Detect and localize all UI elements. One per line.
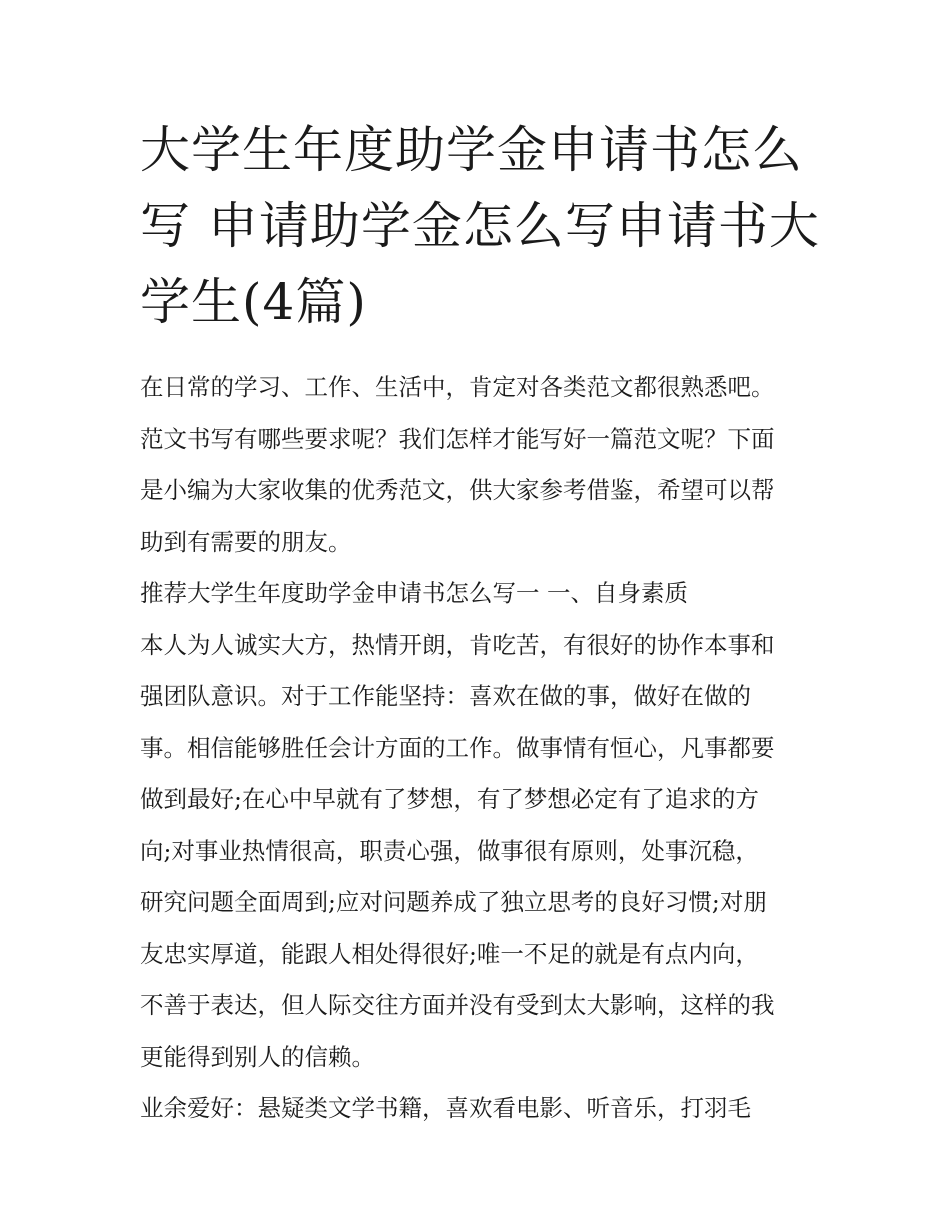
title-line: 写 申请助学金怎么写申请书大 — [140, 197, 820, 255]
hobbies-paragraph — [140, 1083, 820, 1135]
title-line: 大学生年度助学金申请书怎么 — [140, 121, 803, 179]
text-line: 在日常的学习、工作、生活中，肯定对各类范文都很熟悉吧。 — [140, 373, 775, 401]
document-page — [140, 112, 820, 1135]
self-quality-paragraph — [140, 620, 820, 1084]
text-line: 友忠实厚道，能跟人相处得很好;唯一不足的就是有点内向， — [140, 939, 759, 968]
text-line: 本人为人诚实大方，热情开朗，肯吃苦，有很好的协作本事和 — [140, 630, 775, 659]
text-line: 业余爱好：悬疑类文学书籍，喜欢看电影、听音乐，打羽毛 — [140, 1094, 751, 1122]
text-line: 更能得到别人的信赖。 — [140, 1042, 375, 1071]
text-line: 不善于表达，但人际交往方面并没有受到太大影响，这样的我 — [140, 991, 775, 1019]
text-line: 做到最好;在心中早就有了梦想，有了梦想必定有了追求的方 — [140, 785, 759, 813]
text-line: 强团队意识。对于工作能坚持：喜欢在做的事，做好在做的 — [140, 682, 751, 710]
text-line: 范文书写有哪些要求呢？我们怎样才能写好一篇范文呢？下面 — [140, 424, 775, 453]
document-title — [140, 112, 820, 340]
section-heading — [140, 568, 820, 620]
text-line: 助到有需要的朋友。 — [140, 527, 352, 556]
text-line: 向;对事业热情很高，职责心强，做事很有原则，处事沉稳， — [140, 836, 759, 865]
text-line: 是小编为大家收集的优秀范文，供大家参考借鉴，希望可以帮 — [140, 476, 775, 504]
text-line: 研究问题全面周到;应对问题养成了独立思考的良好习惯;对朋 — [140, 888, 767, 916]
document-body — [140, 362, 820, 1135]
title-line: 学生(4篇) — [140, 273, 367, 331]
text-line: 推荐大学生年度助学金申请书怎么写一 一、自身素质 — [140, 579, 688, 607]
intro-paragraph — [140, 362, 820, 568]
text-line: 事。相信能够胜任会计方面的工作。做事情有恒心，凡事都要 — [140, 733, 775, 762]
